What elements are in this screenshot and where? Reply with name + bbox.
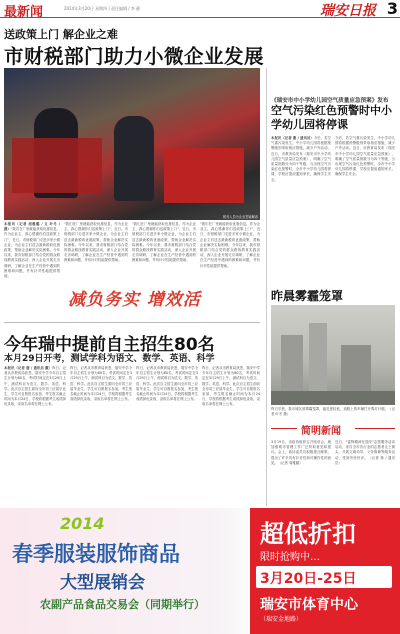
- sale-headline: 超低折扣: [260, 520, 356, 548]
- sale-panel: [250, 508, 400, 634]
- story4-headline: 昨晨雾霾笼罩: [271, 289, 344, 303]
- story3-byline: 本报讯（记者 谢 / 通讯员）: [271, 136, 314, 140]
- ad-title: 春季服装服饰商品: [12, 542, 180, 566]
- sale-venue-sub: （瑞安金地路）: [260, 616, 303, 623]
- story1-headline: 市财税部门助力小微企业发展: [4, 45, 265, 68]
- story3-headline: 空气污染红色预警时中小学幼儿园将停课: [271, 104, 392, 131]
- story1-body-col2: "我们在厂里就能获取优惠信息，作为企业主，真心感谢你们送政策上门"，近日，市财税部门走进多家小微企业，为企业主们送去最新税收优惠政策，帮助企业解决实际困难。今年以来，我市财税部门结合党的群众路线教育实践活动，深入企业开展走访调研，了解企业在生产经营中遇到的困难和问题，并有针对性地提供帮助。: [64, 222, 128, 263]
- ad-subtitle: 农副产品食品交易会（同期举行）: [40, 598, 205, 611]
- story1-body: "我们在厂里就能获取优惠信息，作为企业主，真心感谢你们送政策上门"，近日，市财税部门走进多家小微企业，为企业主们送去最新税收优惠政策，帮助企业解决实际困难。今年以来，我市财税部门结合党的群众路线教育实践活动，深入企业开展走访调研，了解企业在生产经营中遇到的困难和问题，并有针对性地提供帮助。: [4, 227, 61, 279]
- story1-byline: 本报讯（记者 周雅璐 / 文 叶冬 / 摄）: [4, 222, 60, 232]
- ad-year: 2014: [60, 514, 105, 533]
- page-header: [0, 0, 400, 18]
- ad-title2: 大型展销会: [60, 573, 145, 593]
- story3-small-title: 《瑞安市中小学幼儿园空气质量应急预案》发布: [271, 98, 389, 104]
- story2-headline: 今年瑞中提前自主招生80名: [4, 335, 215, 355]
- story1-photo: [4, 68, 260, 220]
- story4-caption: 昨日早晨，我市城区被雾霾笼罩，能见度较低，道路上的车辆打开雾灯行驶。（记者 叶冬 摄）: [271, 407, 395, 417]
- newspaper-logo: 瑞安日报: [320, 3, 376, 19]
- story2-body-col3: 昨日，记者从市教育局获悉，瑞安中学今年自主招生计划为80名，考试时间定在3月29日上午，测试科目为语文、数学、英语、科学。此次自主招生面向全市初三应届毕业生，学生可自愿报名参加，考生报名截止时间为本月24日，学校将根据考生成绩择优录取，录取名单将在网上公布。: [136, 366, 198, 402]
- sale-date: 3月20日-25日: [260, 571, 357, 587]
- story3-body-col2: 今后，若空气重污染发生，中小学幼儿园将根据预警级别采取相应措施，减少户外活动。近日，市教育局发布《瑞安市中小学幼儿园空气质量应急预案》，明确了空气质量指数分为四个等级，当出现空气污染红色预警时，全市中小学幼儿园将停课，学校应提前通知家长，确保学生安全。: [335, 136, 395, 177]
- sale-venue: 瑞安市体育中心: [260, 597, 358, 613]
- story2-body-col2: 昨日，记者从市教育局获悉，瑞安中学今年自主招生计划为80名，考试时间定在3月29日上午，测试科目为语文、数学、英语、科学。此次自主招生面向全市初三应届毕业生，学生可自愿报名参加，考生报名截止时间为本月24日，学校将根据考生成绩择优录取，录取名单将在网上公布。: [70, 366, 132, 402]
- sale-subline: 限时抢购中…: [260, 552, 320, 563]
- story2-body-col4: 昨日，记者从市教育局获悉，瑞安中学今年自主招生计划为80名，考试时间定在3月29日上午，测试科目为语文、数学、英语、科学。此次自主招生面向全市初三应届毕业生，学生可自愿报名参加，考生报名截止时间为本月24日，学校将根据考生成绩择优录取，录取名单将在网上公布。: [202, 366, 260, 407]
- smog-photo: [271, 305, 395, 405]
- campaign-watermark: 减负务实 增效活: [68, 290, 201, 310]
- section-title: 最新闻: [4, 5, 44, 20]
- story1-kicker: 送政策上门 解企业之难: [4, 28, 118, 41]
- brief-item-2: 近日，"雷锋精神在瑞安"志愿服务活动启动，来自全市各行业的志愿者走上街头，开展文明劝导、义务维修等服务活动，受到市民好评。（记者 林 / 通讯员）: [335, 440, 395, 465]
- story3-body: 今后，若空气重污染发生，中小学幼儿园将根据预警级别采取相应措施，减少户外活动。近日，市教育局发布《瑞安市中小学幼儿园空气质量应急预案》，明确了空气质量指数分为四个等级，当出现空气污染红色预警时，全市中小学幼儿园将停课，学校应提前通知家长，确保学生安全。: [271, 136, 331, 182]
- brief-title: 简明新闻: [301, 426, 341, 437]
- story1-body-col3: "我们在厂里就能获取优惠信息，作为企业主，真心感谢你们送政策上门"，近日，市财税部门走进多家小微企业，为企业主们送去最新税收优惠政策，帮助企业解决实际困难。今年以来，我市财税部门结合党的群众路线教育实践活动，深入企业开展走访调研，了解企业在生产经营中遇到的困难和问题，并有针对性地提供帮助。: [132, 222, 196, 263]
- story1-body-col4: "我们在厂里就能获取优惠信息，作为企业主，真心感谢你们送政策上门"，近日，市财税部门走进多家小微企业，为企业主们送去最新税收优惠政策，帮助企业解决实际困难。今年以来，我市财税部门结合党的群众路线教育实践活动，深入企业开展走访调研，了解企业在生产经营中遇到的困难和问题，并有针对性地提供帮助。: [200, 222, 260, 268]
- story2-byline: 本报讯（记者 谢 / 通讯员 戴）: [4, 366, 53, 370]
- ad-banner: [0, 508, 400, 634]
- issue-meta: 2014年3月20日 星期四 | 责任编辑 / 李 静: [64, 6, 141, 11]
- story2-subhead: 本月29日开考，测试学科为语文、数学、英语、科学: [4, 354, 215, 364]
- story2-body: 昨日，记者从市教育局获悉，瑞安中学今年自主招生计划为80名，考试时间定在3月29日上午，测试科目为语文、数学、英语、科学。此次自主招生面向全市初三应届毕业生，学生可自愿报名参加，考生报名截止时间为本月24日，学校将根据考生成绩择优录取，录取名单将在网上公布。: [4, 366, 66, 407]
- brief-item-1: 3月19日，市政协组织召开座谈会，就加强城市管理工作广泛听取意见和建议。会上，政协委员们积极建言献策，提出了许多具有针对性和可操作性的意见。（记者 周雅璐）: [271, 440, 331, 465]
- page-number: 3: [386, 0, 398, 18]
- story1-photo-caption: 税务人员为企业答疑解惑: [222, 215, 258, 219]
- divider: [4, 322, 260, 323]
